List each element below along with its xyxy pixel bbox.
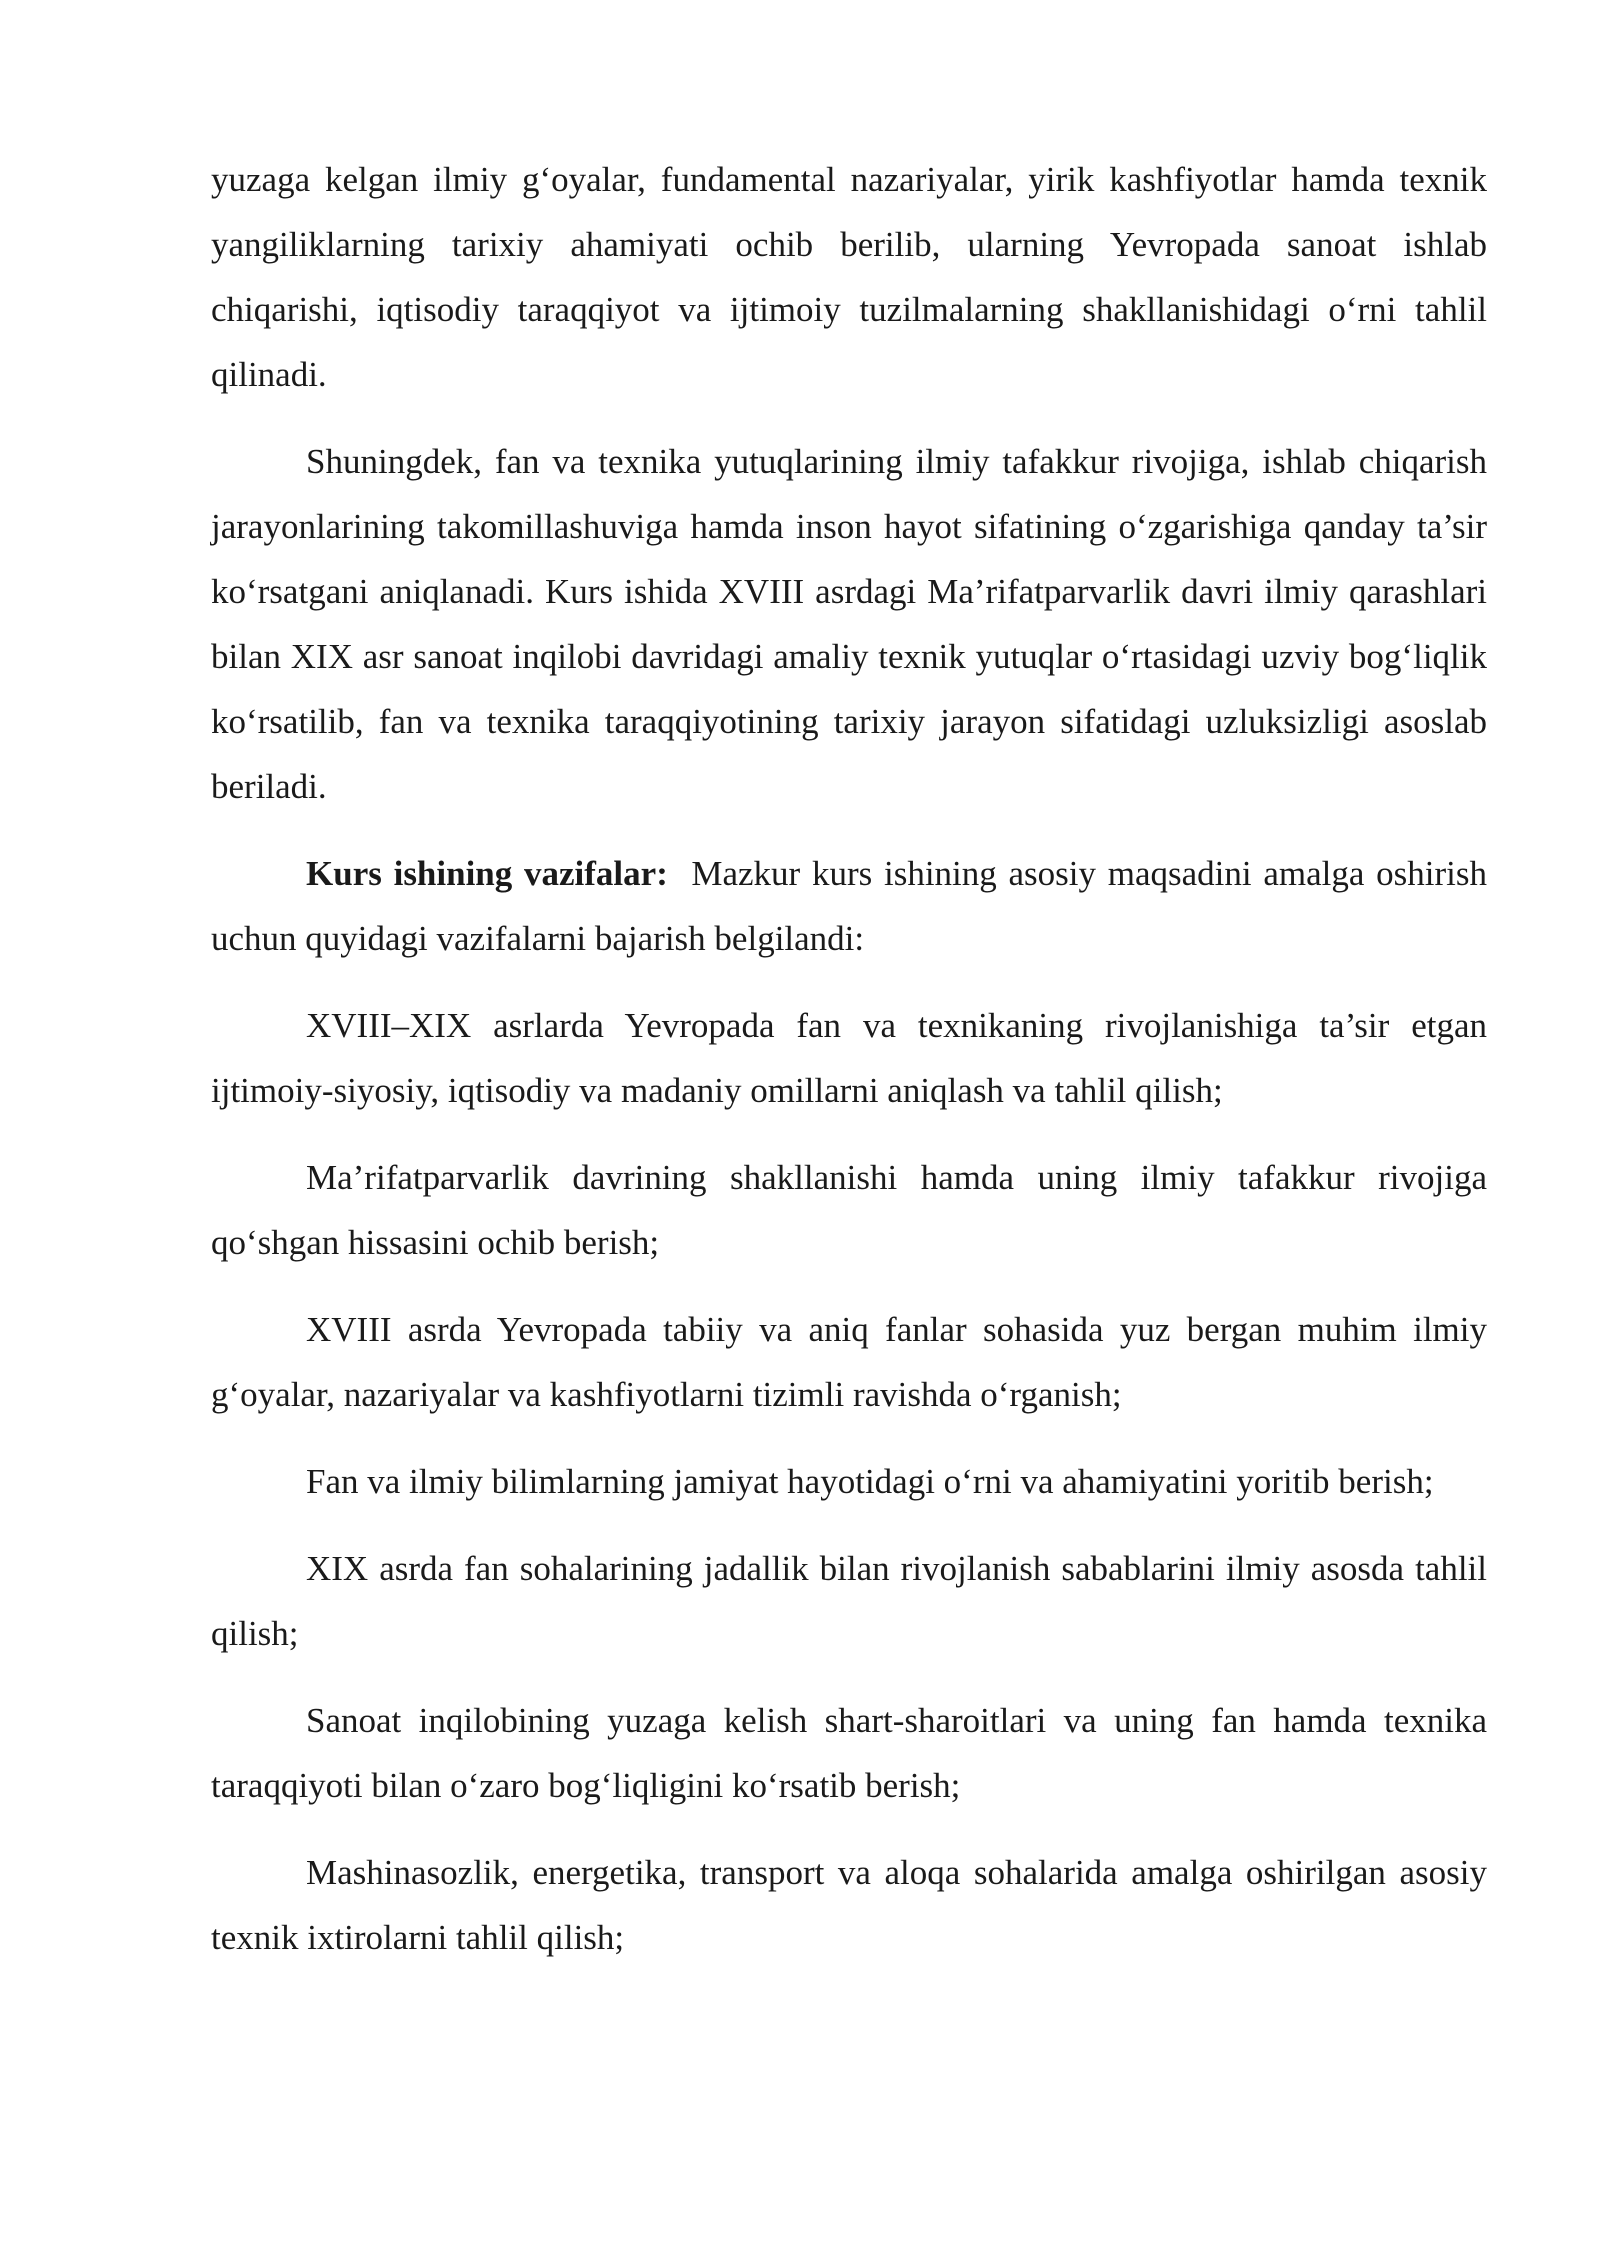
- task-item-inventions: Mashinasozlik, energetika, transport va aloqa sohalarida amalga oshirilgan asosiy texnik ixtirolarni tahlil qilish;: [211, 1853, 1487, 1957]
- task-item-enlightenment: Ma’rifatparvarlik davrining shakllanishi hamda uning ilmiy tafakkur rivojiga qo‘shgan hissasini ochib berish;: [211, 1158, 1487, 1262]
- paragraph-shuningdek: Shuningdek, fan va texnika yutuqlarining ilmiy tafakkur rivojiga, ishlab chiqarish jarayonlarining takomillashuviga hamda inson hayot sifatining o‘zgarishiga qanday ta’sir ko‘rsatgani aniqlanadi. Kurs ishida XVIII asrdagi Ma’rifatparvarlik davri ilmiy qarashlari bilan XIX asr sanoat inqilobi davridagi amaliy texnik yutuqlar o‘rtasidagi uzviy bog‘liqlik ko‘rsatilib, fan va texnika taraqqiyotining tarixiy jarayon sifatidagi uzluksizligi asoslab beriladi.: [211, 442, 1487, 806]
- tasks-heading: Kurs ishining vazifalar:: [306, 854, 668, 893]
- task-item-xix-science: XIX asrda fan sohalarining jadallik bilan rivojlanish sabablarini ilmiy asosda tahlil qilish;: [211, 1549, 1487, 1653]
- document-body: [211, 147, 1487, 1992]
- task-item-factors: XVIII–XIX asrlarda Yevropada fan va texnikaning rivojlanishiga ta’sir etgan ijtimoiy-siyosiy, iqtisodiy va madaniy omillarni aniqlash va tahlil qilish;: [211, 1006, 1487, 1110]
- paragraph-tasks-intro: [211, 841, 1487, 971]
- task-item-science-society: Fan va ilmiy bilimlarning jamiyat hayotidagi o‘rni va ahamiyatini yoritib berish;: [306, 1462, 1434, 1501]
- task-item-industrial-revolution: Sanoat inqilobining yuzaga kelish shart-sharoitlari va uning fan hamda texnika taraqqiyoti bilan o‘zaro bog‘liqligini ko‘rsatib berish;: [211, 1701, 1487, 1805]
- tasks-intro-text: Mazkur kurs ishining asosiy maqsadini amalga oshirish uchun quyidagi vazifalarni bajarish belgilandi:: [211, 854, 1487, 958]
- paragraph-continuation: yuzaga kelgan ilmiy g‘oyalar, fundamental nazariyalar, yirik kashfiyotlar hamda texnik yangiliklarning tarixiy ahamiyati ochib berilib, ularning Yevropada sanoat ishlab chiqarishi, iqtisodiy taraqqiyot va ijtimoiy tuzilmalarning shakllanishidagi o‘rni tahlil qilinadi.: [211, 160, 1487, 394]
- task-item-natural-sciences: XVIII asrda Yevropada tabiiy va aniq fanlar sohasida yuz bergan muhim ilmiy g‘oyalar, nazariyalar va kashfiyotlarni tizimli ravishda o‘rganish;: [211, 1310, 1487, 1414]
